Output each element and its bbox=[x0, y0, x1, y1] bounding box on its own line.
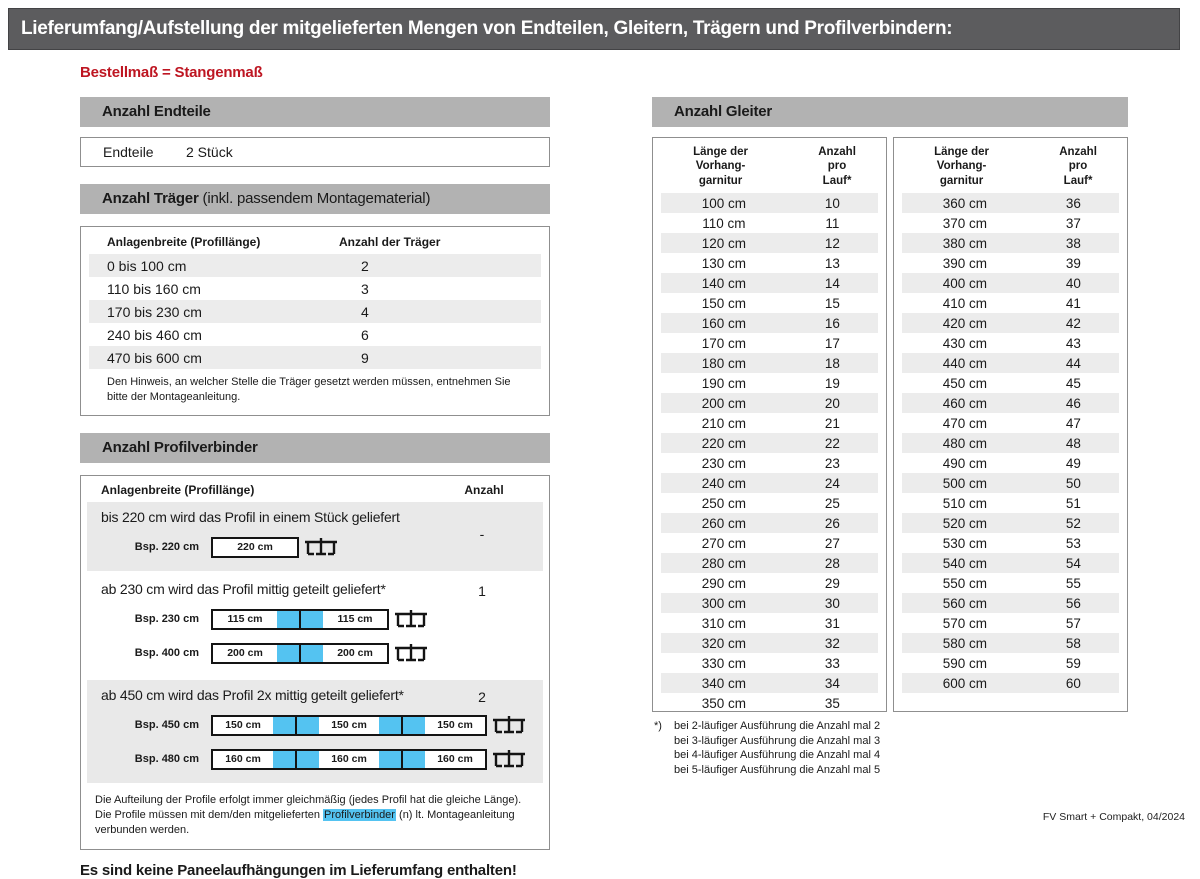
traeger-note: Den Hinweis, an welcher Stelle die Träger gesetzt werden müssen, entnehmen Sie bitte der Montageanleitung. bbox=[107, 376, 511, 403]
table-row bbox=[902, 633, 1119, 653]
gleiter-col2-header: Anzahl pro Lauf* bbox=[818, 146, 856, 187]
traeger-panel bbox=[80, 226, 550, 416]
no-panel-hangers-statement: Es sind keine Paneelaufhängungen im Lieferumfang enthalten! bbox=[80, 861, 517, 879]
table-row bbox=[902, 473, 1119, 493]
profile-end-icon-wrap bbox=[394, 642, 428, 665]
table-row bbox=[661, 693, 878, 713]
gleiter-footnotes bbox=[652, 719, 1128, 777]
profile-end-icon-wrap bbox=[394, 608, 428, 631]
profile-segment: 150 cm bbox=[425, 717, 485, 734]
row-label: 210 cm bbox=[701, 415, 747, 431]
profile-end-icon-wrap bbox=[304, 536, 338, 559]
row-value: 12 bbox=[824, 235, 840, 251]
table-row bbox=[661, 673, 878, 693]
endteile-panel bbox=[80, 137, 550, 167]
table-row bbox=[661, 633, 878, 653]
traeger-rows bbox=[81, 254, 549, 369]
example-row bbox=[101, 642, 543, 665]
row-label: 540 cm bbox=[942, 555, 988, 571]
table-row bbox=[661, 293, 878, 313]
gleiter-table-2 bbox=[893, 137, 1128, 712]
profilverbinder-blocks bbox=[81, 502, 549, 783]
table-row bbox=[89, 254, 541, 277]
table-row bbox=[661, 433, 878, 453]
row-value: 48 bbox=[1065, 435, 1081, 451]
table-row bbox=[661, 273, 878, 293]
table-row bbox=[661, 333, 878, 353]
table-row bbox=[661, 393, 878, 413]
row-label: 320 cm bbox=[701, 635, 747, 651]
row-value: 34 bbox=[824, 675, 840, 691]
row-label: 300 cm bbox=[701, 595, 747, 611]
example-row bbox=[101, 714, 543, 737]
row-label: 110 bis 160 cm bbox=[107, 280, 201, 297]
row-value: 27 bbox=[824, 535, 840, 551]
profilverbinder-col2-header: Anzahl bbox=[464, 482, 504, 497]
profile-rule-block bbox=[87, 574, 543, 677]
row-value: 38 bbox=[1065, 235, 1081, 251]
endteile-label: Endteile bbox=[103, 144, 154, 160]
connector-piece bbox=[273, 751, 319, 768]
footnote-marker: *) bbox=[654, 720, 662, 732]
table-row bbox=[902, 533, 1119, 553]
footnote-lines bbox=[674, 719, 880, 777]
left-column bbox=[80, 97, 550, 879]
row-value: 60 bbox=[1065, 675, 1081, 691]
table-row bbox=[661, 373, 878, 393]
row-value: 28 bbox=[824, 555, 840, 571]
row-value: 24 bbox=[824, 475, 840, 491]
row-label: 350 cm bbox=[701, 695, 747, 711]
profile-segment: 150 cm bbox=[319, 717, 379, 734]
row-label: 450 cm bbox=[942, 375, 988, 391]
row-label: 100 cm bbox=[701, 195, 747, 211]
row-value: 40 bbox=[1065, 275, 1081, 291]
document-version: FV Smart + Compakt, 04/2024 bbox=[1042, 811, 1185, 823]
table-row bbox=[902, 353, 1119, 373]
profile-rule-block bbox=[87, 680, 543, 783]
example-row bbox=[101, 748, 543, 771]
row-label: 280 cm bbox=[701, 555, 747, 571]
table-row bbox=[661, 513, 878, 533]
row-value: 54 bbox=[1065, 555, 1081, 571]
row-label: 570 cm bbox=[942, 615, 988, 631]
row-label: 170 cm bbox=[701, 335, 747, 351]
row-label: 590 cm bbox=[942, 655, 988, 671]
row-value: 37 bbox=[1065, 215, 1081, 231]
footnote-line: bei 2-läufiger Ausführung die Anzahl mal 2 bbox=[674, 720, 881, 732]
row-value: 56 bbox=[1065, 595, 1081, 611]
row-label: 270 cm bbox=[701, 535, 747, 551]
row-value: 45 bbox=[1065, 375, 1081, 391]
rule-count: 1 bbox=[478, 582, 486, 599]
profile-end-icon bbox=[492, 714, 526, 737]
rule-text: ab 450 cm wird das Profil 2x mittig geteilt geliefert* bbox=[101, 686, 404, 703]
example-label: Bsp. 400 cm bbox=[134, 647, 199, 660]
connector-piece bbox=[273, 717, 319, 734]
row-value: 10 bbox=[824, 195, 840, 211]
table-row bbox=[661, 573, 878, 593]
table-row bbox=[902, 373, 1119, 393]
row-value: 39 bbox=[1065, 255, 1081, 271]
table-row bbox=[902, 193, 1119, 213]
row-value: 20 bbox=[824, 395, 840, 411]
row-value: 46 bbox=[1065, 395, 1081, 411]
profile-end-icon-wrap bbox=[492, 714, 526, 737]
table-row bbox=[661, 313, 878, 333]
profile-bar bbox=[211, 749, 487, 770]
table-row bbox=[661, 353, 878, 373]
row-label: 200 cm bbox=[701, 395, 747, 411]
profile-segment: 220 cm bbox=[213, 539, 297, 556]
row-label: 400 cm bbox=[942, 275, 988, 291]
row-value: 35 bbox=[824, 695, 840, 711]
row-value: 51 bbox=[1065, 495, 1081, 511]
row-label: 140 cm bbox=[701, 275, 747, 291]
row-label: 0 bis 100 cm bbox=[107, 257, 187, 274]
profile-segment: 115 cm bbox=[323, 611, 387, 628]
section-header-gleiter: Anzahl Gleiter bbox=[652, 97, 1128, 127]
row-label: 360 cm bbox=[942, 195, 988, 211]
row-value: 13 bbox=[824, 255, 840, 271]
traeger-col1-header: Anlagenbreite (Profillänge) bbox=[107, 235, 261, 249]
table-row bbox=[661, 493, 878, 513]
section-header-endteile: Anzahl Endteile bbox=[80, 97, 550, 127]
row-value: 58 bbox=[1065, 635, 1081, 651]
traeger-header-bold: Anzahl Träger bbox=[102, 190, 199, 207]
rule-count: 2 bbox=[478, 688, 486, 705]
profile-segment: 115 cm bbox=[213, 611, 277, 628]
row-value: 21 bbox=[824, 415, 840, 431]
table-row bbox=[902, 653, 1119, 673]
rule-text: ab 230 cm wird das Profil mittig geteilt geliefert* bbox=[101, 580, 386, 597]
row-label: 170 bis 230 cm bbox=[107, 303, 202, 320]
row-label: 490 cm bbox=[942, 455, 988, 471]
row-label: 240 cm bbox=[701, 475, 747, 491]
row-label: 330 cm bbox=[701, 655, 747, 671]
profilverbinder-table-header bbox=[81, 476, 549, 502]
row-label: 220 cm bbox=[701, 435, 747, 451]
footnote-line: bei 3-läufiger Ausführung die Anzahl mal 3 bbox=[674, 734, 881, 747]
row-label: 580 cm bbox=[942, 635, 988, 651]
row-value: 50 bbox=[1065, 475, 1081, 491]
row-label: 260 cm bbox=[701, 515, 747, 531]
traeger-table-header bbox=[81, 227, 549, 254]
row-value: 44 bbox=[1065, 355, 1081, 371]
profile-rule-block bbox=[87, 502, 543, 571]
table-row bbox=[661, 213, 878, 233]
connector-piece bbox=[277, 645, 323, 662]
table-row bbox=[661, 453, 878, 473]
table-row bbox=[902, 253, 1119, 273]
row-value: 29 bbox=[824, 575, 840, 591]
row-value: 49 bbox=[1065, 455, 1081, 471]
connector-piece bbox=[379, 717, 425, 734]
profile-bar bbox=[211, 609, 389, 630]
footnote-line: bei 5-läufiger Ausführung die Anzahl mal 5 bbox=[674, 763, 881, 776]
row-label: 380 cm bbox=[942, 235, 988, 251]
table-row bbox=[902, 453, 1119, 473]
profile-end-icon bbox=[394, 608, 428, 631]
row-label: 440 cm bbox=[942, 355, 988, 371]
profile-bar bbox=[211, 537, 299, 558]
table-row bbox=[902, 393, 1119, 413]
row-label: 130 cm bbox=[701, 255, 747, 271]
profile-segment: 160 cm bbox=[213, 751, 273, 768]
table-row bbox=[661, 473, 878, 493]
table-row bbox=[661, 593, 878, 613]
table-row bbox=[902, 233, 1119, 253]
profile-segment: 200 cm bbox=[323, 645, 387, 662]
section-header-traeger bbox=[80, 184, 550, 214]
gleiter-tables bbox=[652, 137, 1128, 712]
profile-bar bbox=[211, 715, 487, 736]
row-label: 340 cm bbox=[701, 675, 747, 691]
row-value: 30 bbox=[824, 595, 840, 611]
row-label: 180 cm bbox=[701, 355, 747, 371]
row-value: 57 bbox=[1065, 615, 1081, 631]
row-value: 17 bbox=[824, 335, 840, 351]
table-row bbox=[902, 313, 1119, 333]
row-value: 18 bbox=[824, 355, 840, 371]
row-label: 520 cm bbox=[942, 515, 988, 531]
row-label: 370 cm bbox=[942, 215, 988, 231]
row-value: 19 bbox=[824, 375, 840, 391]
gleiter-col1-header: Länge der Vorhang- garnitur bbox=[934, 146, 990, 187]
row-value: 55 bbox=[1065, 575, 1081, 591]
profile-end-icon-wrap bbox=[492, 748, 526, 771]
profilverbinder-panel bbox=[80, 475, 550, 850]
row-label: 310 cm bbox=[701, 615, 747, 631]
row-label: 510 cm bbox=[942, 495, 988, 511]
example-label: Bsp. 220 cm bbox=[134, 541, 199, 554]
table-row bbox=[661, 553, 878, 573]
gleiter-col2-header: Anzahl pro Lauf* bbox=[1059, 146, 1097, 187]
note-text-after: (n) lt. Montageanleitung verbunden werden. bbox=[95, 809, 515, 837]
page-title: Lieferumfang/Aufstellung der mitgelieferten Mengen von Endteilen, Gleitern, Trägern und Profilverbindern: bbox=[8, 8, 1180, 50]
row-label: 150 cm bbox=[701, 295, 747, 311]
footnote-line: bei 4-läufiger Ausführung die Anzahl mal 4 bbox=[674, 749, 881, 762]
row-value: 25 bbox=[824, 495, 840, 511]
table-row bbox=[902, 593, 1119, 613]
row-value: 32 bbox=[824, 635, 840, 651]
table-row bbox=[902, 433, 1119, 453]
table-row bbox=[661, 413, 878, 433]
row-value: 3 bbox=[361, 280, 369, 297]
profile-segment: 200 cm bbox=[213, 645, 277, 662]
gleiter-table-header bbox=[894, 138, 1127, 193]
row-label: 420 cm bbox=[942, 315, 988, 331]
example-label: Bsp. 450 cm bbox=[134, 719, 199, 732]
table-row bbox=[902, 513, 1119, 533]
table-row bbox=[902, 573, 1119, 593]
traeger-col2-header: Anzahl der Träger bbox=[339, 235, 441, 249]
row-value: 22 bbox=[824, 435, 840, 451]
row-label: 240 bis 460 cm bbox=[107, 326, 202, 343]
table-row bbox=[902, 333, 1119, 353]
row-value: 11 bbox=[825, 215, 840, 231]
example-label: Bsp. 480 cm bbox=[134, 753, 199, 766]
profile-end-icon bbox=[394, 642, 428, 665]
row-label: 290 cm bbox=[701, 575, 747, 591]
table-row bbox=[89, 323, 541, 346]
row-label: 110 cm bbox=[702, 215, 746, 231]
profile-end-icon bbox=[492, 748, 526, 771]
row-value: 59 bbox=[1065, 655, 1081, 671]
traeger-header-rest: (inkl. passendem Montagematerial) bbox=[198, 190, 431, 207]
right-column bbox=[652, 97, 1128, 777]
row-value: 26 bbox=[824, 515, 840, 531]
note-highlight: Profilverbinder bbox=[324, 809, 395, 822]
row-label: 560 cm bbox=[942, 595, 988, 611]
row-label: 250 cm bbox=[701, 495, 747, 511]
table-row bbox=[661, 533, 878, 553]
profile-end-icon bbox=[304, 536, 338, 559]
profile-segment: 160 cm bbox=[425, 751, 485, 768]
row-label: 480 cm bbox=[942, 435, 988, 451]
row-label: 470 cm bbox=[942, 415, 988, 431]
table-row bbox=[902, 553, 1119, 573]
row-value: 42 bbox=[1065, 315, 1081, 331]
table-row bbox=[902, 613, 1119, 633]
row-value: 52 bbox=[1065, 515, 1081, 531]
row-value: 6 bbox=[361, 326, 369, 343]
example-row bbox=[101, 608, 543, 631]
row-label: 500 cm bbox=[942, 475, 988, 491]
table-row bbox=[89, 277, 541, 300]
row-value: 16 bbox=[824, 315, 840, 331]
row-value: 36 bbox=[1065, 195, 1081, 211]
table-row bbox=[661, 613, 878, 633]
table-row bbox=[661, 233, 878, 253]
row-value: 2 bbox=[361, 257, 369, 274]
row-value: 14 bbox=[824, 275, 840, 291]
gleiter-table-header bbox=[653, 138, 886, 193]
example-label: Bsp. 230 cm bbox=[134, 613, 199, 626]
row-label: 470 bis 600 cm bbox=[107, 349, 202, 366]
profile-bar bbox=[211, 643, 389, 664]
row-value: 41 bbox=[1065, 295, 1081, 311]
row-label: 120 cm bbox=[701, 235, 747, 251]
table-row bbox=[902, 673, 1119, 693]
table-row bbox=[661, 653, 878, 673]
row-label: 460 cm bbox=[942, 395, 988, 411]
row-label: 600 cm bbox=[942, 675, 988, 691]
profile-segment: 160 cm bbox=[319, 751, 379, 768]
row-value: 4 bbox=[361, 303, 369, 320]
row-label: 160 cm bbox=[701, 315, 747, 331]
profile-segment: 150 cm bbox=[213, 717, 273, 734]
table-row bbox=[902, 273, 1119, 293]
connector-piece bbox=[277, 611, 323, 628]
table-row bbox=[661, 193, 878, 213]
note-text-before: Die Aufteilung der Profile erfolgt immer gleichmäßig (jedes Profil hat die gleiche Länge). Die Profile müssen mit dem/den mitgelieferten bbox=[95, 793, 522, 822]
connector-piece bbox=[379, 751, 425, 768]
table-row bbox=[661, 253, 878, 273]
endteile-value: 2 Stück bbox=[186, 144, 233, 160]
row-value: 53 bbox=[1065, 535, 1081, 551]
table-row bbox=[902, 213, 1119, 233]
row-value: 33 bbox=[824, 655, 840, 671]
table-row bbox=[902, 413, 1119, 433]
row-label: 430 cm bbox=[942, 335, 988, 351]
table-row bbox=[89, 300, 541, 323]
row-label: 190 cm bbox=[701, 375, 747, 391]
row-value: 9 bbox=[361, 349, 369, 366]
row-label: 530 cm bbox=[942, 535, 988, 551]
row-label: 410 cm bbox=[942, 295, 988, 311]
section-header-profilverbinder: Anzahl Profilverbinder bbox=[80, 433, 550, 463]
profilverbinder-col1-header: Anlagenbreite (Profillänge) bbox=[101, 482, 255, 497]
row-label: 390 cm bbox=[942, 255, 988, 271]
row-value: 47 bbox=[1065, 415, 1081, 431]
table-row bbox=[902, 293, 1119, 313]
row-value: 15 bbox=[824, 295, 840, 311]
row-label: 550 cm bbox=[942, 575, 988, 591]
rule-count: - bbox=[479, 525, 485, 542]
table-row bbox=[902, 493, 1119, 513]
table-row bbox=[89, 346, 541, 369]
row-label: 230 cm bbox=[701, 455, 747, 471]
gleiter-col1-header: Länge der Vorhang- garnitur bbox=[693, 146, 749, 187]
gleiter-table-1 bbox=[652, 137, 887, 712]
order-size-note: Bestellmaß = Stangenmaß bbox=[80, 64, 263, 81]
row-value: 31 bbox=[824, 615, 840, 631]
row-value: 23 bbox=[824, 455, 840, 471]
row-value: 43 bbox=[1065, 335, 1081, 351]
rule-text: bis 220 cm wird das Profil in einem Stück geliefert bbox=[101, 508, 400, 525]
profilverbinder-note bbox=[95, 793, 533, 839]
